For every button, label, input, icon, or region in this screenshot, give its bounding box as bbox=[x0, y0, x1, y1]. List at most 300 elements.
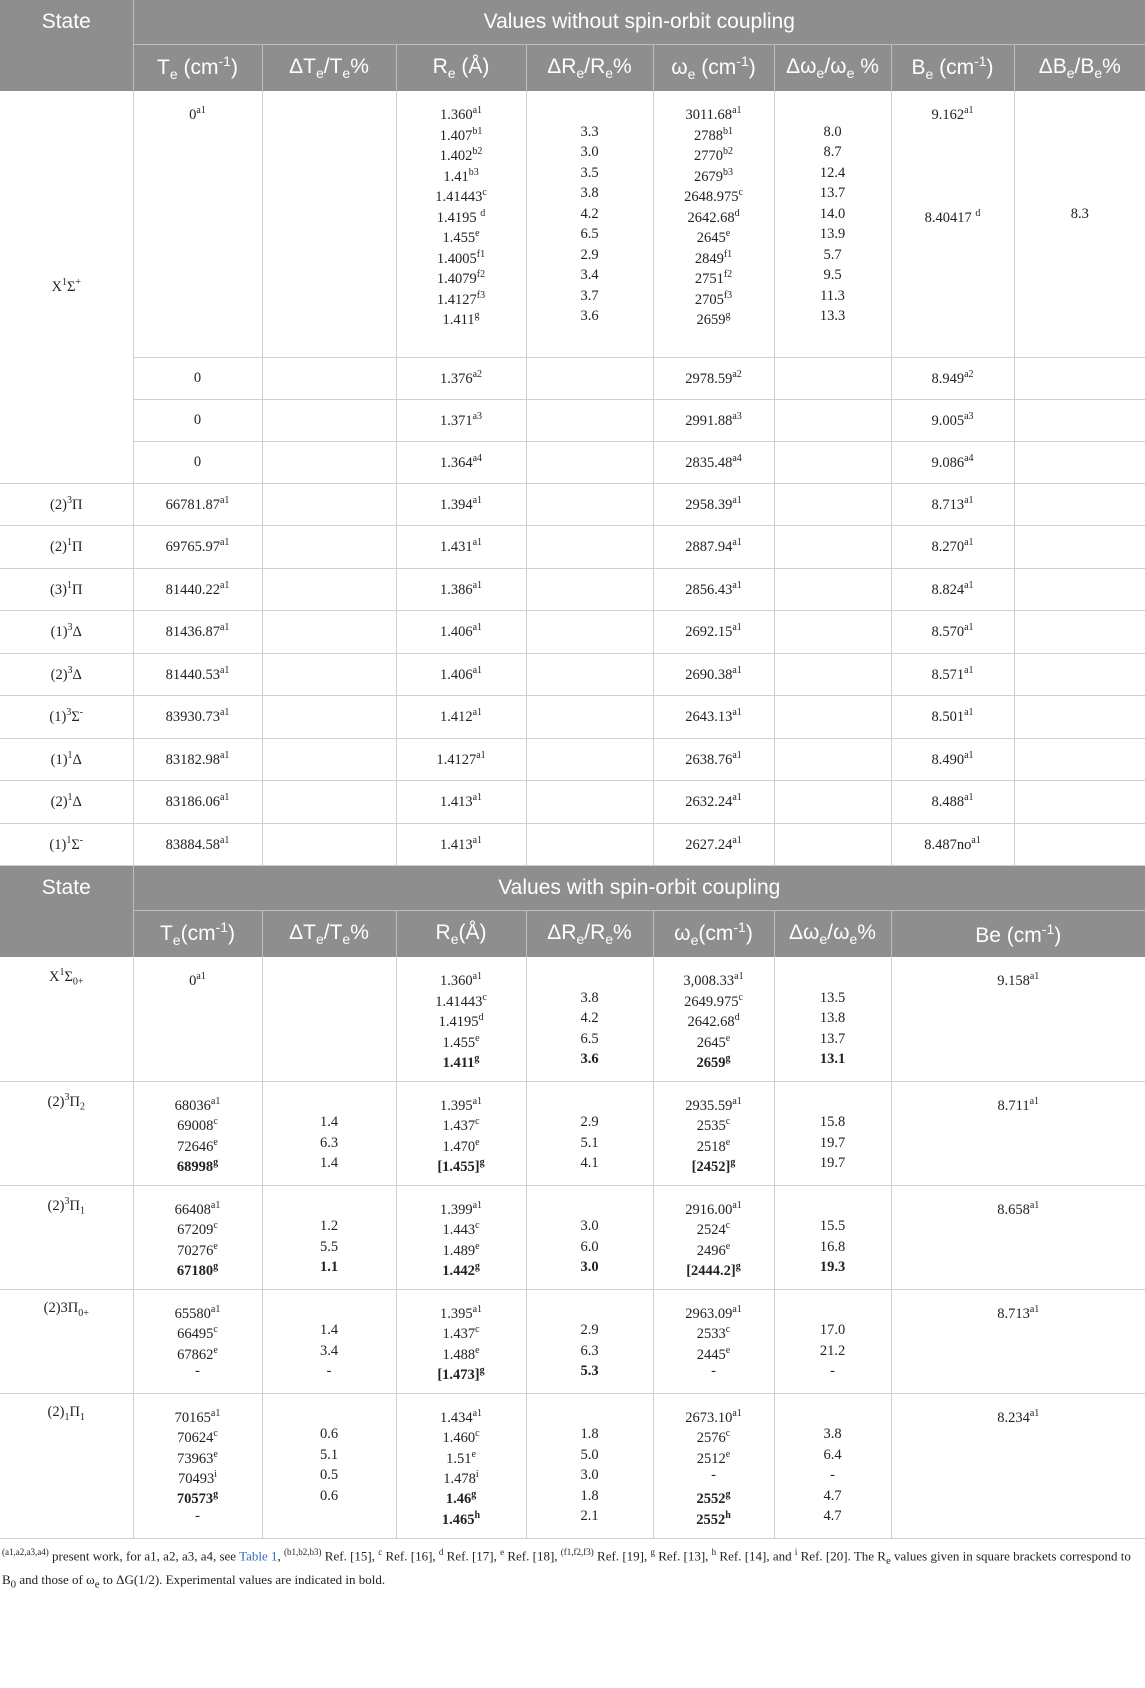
value: $0^{a1}$ bbox=[189, 971, 206, 989]
value: 13.5 bbox=[819, 989, 846, 1006]
dbe-cell bbox=[1014, 781, 1145, 824]
state-cell: $(2)3\Pi_{0+}$ bbox=[0, 1289, 133, 1393]
be-cell: $8.711^{a1}$ bbox=[891, 1081, 1145, 1185]
section1-title: Values without spin-orbit coupling bbox=[133, 0, 1145, 45]
section2-title: Values with spin-orbit coupling bbox=[133, 866, 1145, 911]
value: $0^{a1}$ bbox=[189, 105, 206, 123]
be-cell: $8.570^{a1}$ bbox=[891, 611, 1014, 654]
we-cell bbox=[653, 957, 774, 1081]
value: 2649.975$^c$ bbox=[684, 991, 743, 1010]
value: 1.51e bbox=[446, 1448, 476, 1467]
value: 2445e bbox=[696, 1344, 731, 1363]
value: 1.443$^c$ bbox=[442, 1220, 480, 1238]
value: $3,008.33^{a1}$ bbox=[683, 971, 744, 989]
be-cell: $8.490^{a1}$ bbox=[891, 738, 1014, 781]
dre-cell bbox=[526, 91, 653, 357]
value: 1.411$^g$ bbox=[442, 1053, 480, 1071]
value: 13.1 bbox=[819, 1051, 846, 1067]
value: 1.41443$^c$ bbox=[435, 187, 487, 205]
value: 5.1 bbox=[580, 1134, 599, 1151]
be-cell: $9.005^{a3}$ bbox=[891, 399, 1014, 441]
value: 5.0 bbox=[580, 1446, 599, 1463]
value: 2524$^c$ bbox=[696, 1220, 731, 1238]
dre-cell bbox=[526, 696, 653, 739]
dbe-cell bbox=[1014, 441, 1145, 483]
value: 1.489e bbox=[442, 1240, 480, 1259]
dbe-cell bbox=[1014, 611, 1145, 654]
re-cell: $1.394^{a1}$ bbox=[396, 483, 526, 526]
dre-cell bbox=[526, 823, 653, 866]
value: 19.7 bbox=[819, 1155, 846, 1171]
value bbox=[527, 1404, 653, 1425]
dbe-cell bbox=[1014, 823, 1145, 866]
dte-cell bbox=[262, 696, 396, 739]
dwe-cell bbox=[774, 357, 891, 399]
table1-link[interactable]: Table 1 bbox=[239, 1547, 278, 1563]
te-cell bbox=[133, 957, 262, 1081]
te-cell: $81440.53^{a1}$ bbox=[133, 653, 262, 696]
table-row bbox=[0, 399, 1145, 441]
dwe-cell bbox=[774, 483, 891, 526]
state-cell: $(2)^3\Pi_1$ bbox=[0, 1185, 133, 1289]
value: 13.8 bbox=[819, 1010, 846, 1026]
dwe-cell bbox=[774, 1393, 891, 1538]
we-cell: $2627.24^{a1}$ bbox=[653, 823, 774, 866]
value: 8.40417 $^d$ bbox=[924, 207, 981, 226]
dre-cell bbox=[526, 399, 653, 441]
table-row bbox=[0, 696, 1145, 739]
value: $2916.00^{a1}$ bbox=[685, 1199, 742, 1218]
be-cell: $8.488^{a1}$ bbox=[891, 781, 1014, 824]
value: 4.2 bbox=[580, 205, 599, 222]
te-cell: $69765.97^{a1}$ bbox=[133, 526, 262, 569]
dre-cell bbox=[526, 781, 653, 824]
we-cell bbox=[653, 1185, 774, 1289]
dbe-cell bbox=[1014, 483, 1145, 526]
value: $68036^{a1}$ bbox=[174, 1095, 221, 1114]
dte-cell bbox=[262, 483, 396, 526]
we-cell: $2991.88^{a3}$ bbox=[653, 399, 774, 441]
value: 2642.68$^d$ bbox=[687, 1012, 740, 1030]
te-cell: $83930.73^{a1}$ bbox=[133, 696, 262, 739]
dte-cell bbox=[262, 823, 396, 866]
value: $2770^{b2}$ bbox=[694, 146, 733, 164]
table-row bbox=[0, 357, 1145, 399]
value bbox=[775, 1196, 891, 1217]
dbe-cell bbox=[1014, 357, 1145, 399]
dte-cell bbox=[262, 1289, 396, 1393]
dwe-cell bbox=[774, 781, 891, 824]
dre-cell bbox=[526, 1289, 653, 1393]
be-cell: $8.234^{a1}$ bbox=[891, 1393, 1145, 1538]
te-cell: 0 bbox=[133, 399, 262, 441]
value: 1.4195 $^d$ bbox=[436, 207, 486, 226]
value: 67862e bbox=[177, 1344, 218, 1363]
col-dwe: $\Delta\omega_e/\omega_e$ % bbox=[774, 45, 891, 92]
dwe-cell bbox=[774, 526, 891, 569]
value: 1.411$^g$ bbox=[442, 310, 480, 328]
value: 3.7 bbox=[580, 287, 599, 304]
value: $[2444.2]^g$ bbox=[686, 1261, 741, 1279]
te-cell: $81436.87^{a1}$ bbox=[133, 611, 262, 654]
table-row bbox=[0, 483, 1145, 526]
table-row bbox=[0, 957, 1145, 1081]
value: 8.0 bbox=[823, 123, 842, 140]
section1-column-headers bbox=[0, 45, 1145, 92]
value: 0.6 bbox=[319, 1487, 339, 1504]
value: 1.8 bbox=[580, 1487, 599, 1504]
value: $1.4127^{f3}$ bbox=[436, 289, 486, 308]
value bbox=[263, 1092, 396, 1113]
te-cell bbox=[133, 1289, 262, 1393]
table-row bbox=[0, 1081, 1145, 1185]
we-cell bbox=[653, 1081, 774, 1185]
value: $1.402^{b2}$ bbox=[439, 146, 483, 164]
dte-cell bbox=[262, 957, 396, 1081]
state-cell: $(2)^3\Delta$ bbox=[0, 653, 133, 696]
dre-cell bbox=[526, 357, 653, 399]
te-cell: $83186.06^{a1}$ bbox=[133, 781, 262, 824]
dte-cell bbox=[262, 91, 396, 357]
value: - bbox=[326, 1363, 332, 1379]
state-cell: $(2)^1\Delta$ bbox=[0, 781, 133, 824]
value: 1.2 bbox=[319, 1218, 339, 1234]
value: 5.1 bbox=[319, 1446, 339, 1463]
dte-cell bbox=[262, 1393, 396, 1538]
value: 2496e bbox=[696, 1240, 731, 1259]
value: 1.8 bbox=[580, 1426, 599, 1442]
value: $66408^{a1}$ bbox=[174, 1199, 221, 1218]
state-cell: $(2)^3\Pi$ bbox=[0, 483, 133, 526]
dwe-cell bbox=[774, 611, 891, 654]
value: 6.5 bbox=[580, 226, 599, 242]
col-dbe: $\Delta B_e/B_e\%$ bbox=[1014, 45, 1145, 92]
value: 2.9 bbox=[580, 1322, 599, 1338]
value: 6.5 bbox=[580, 1030, 599, 1047]
table-row bbox=[0, 653, 1145, 696]
value: 2518e bbox=[696, 1136, 731, 1155]
value: 19.7 bbox=[819, 1134, 846, 1151]
be-cell: $8.501^{a1}$ bbox=[891, 696, 1014, 739]
value bbox=[527, 1300, 653, 1321]
dbe-cell bbox=[1014, 399, 1145, 441]
table-row bbox=[0, 441, 1145, 483]
dwe-cell bbox=[774, 91, 891, 357]
dbe-cell bbox=[1014, 568, 1145, 611]
value: 67180$^g$ bbox=[176, 1261, 219, 1279]
col-dre: $\Delta R_e/R_e\%$ bbox=[526, 45, 653, 92]
table-row bbox=[0, 1289, 1145, 1393]
re-cell bbox=[396, 1289, 526, 1393]
col-dre: $\Delta R_e/R_e\%$ bbox=[526, 911, 653, 958]
state-cell: $(2)^1\Pi$ bbox=[0, 526, 133, 569]
be-cell: $8.713^{a1}$ bbox=[891, 483, 1014, 526]
value: $3011.68^{a1}$ bbox=[685, 105, 742, 123]
col-we: $\omega_e(cm^{-1})$ bbox=[653, 911, 774, 958]
value: 16.8 bbox=[819, 1238, 846, 1255]
section1-body bbox=[0, 91, 1145, 866]
value: 69008$^c$ bbox=[177, 1116, 218, 1134]
we-cell: $2638.76^{a1}$ bbox=[653, 738, 774, 781]
value: 9.5 bbox=[823, 267, 842, 283]
state-cell: $(1)^1\Sigma^-$ bbox=[0, 823, 133, 866]
value: 13.3 bbox=[819, 308, 846, 324]
dre-cell bbox=[526, 957, 653, 1081]
dwe-cell bbox=[774, 1185, 891, 1289]
te-cell bbox=[133, 1393, 262, 1538]
value: 2648.975$^c$ bbox=[684, 187, 743, 205]
value: 1.437$^c$ bbox=[442, 1116, 480, 1134]
re-cell: $1.364^{a4}$ bbox=[396, 441, 526, 483]
col-be: $B_e$ $(cm^{-1})$ bbox=[891, 45, 1014, 92]
value: 3.4 bbox=[319, 1342, 339, 1359]
value: 0.6 bbox=[319, 1426, 339, 1442]
state-cell: $(2)^3\Pi_2$ bbox=[0, 1081, 133, 1185]
re-cell bbox=[396, 1185, 526, 1289]
value: 3.5 bbox=[580, 164, 599, 181]
dte-cell bbox=[262, 526, 396, 569]
value: 5.7 bbox=[823, 246, 842, 263]
re-cell: $1.412^{a1}$ bbox=[396, 696, 526, 739]
dre-cell bbox=[526, 526, 653, 569]
value: 73963e bbox=[177, 1448, 218, 1467]
value: 1.460$^c$ bbox=[442, 1428, 480, 1446]
value: $70165^{a1}$ bbox=[174, 1407, 221, 1426]
te-cell: 0 bbox=[133, 441, 262, 483]
table-row bbox=[0, 823, 1145, 866]
value: 67209$^c$ bbox=[177, 1220, 218, 1238]
value: $2963.09^{a1}$ bbox=[685, 1303, 742, 1322]
value: 2552$^h$ bbox=[696, 1510, 731, 1528]
value: $1.360^{a1}$ bbox=[439, 105, 483, 123]
value: 2.9 bbox=[580, 246, 599, 263]
re-cell: $1.413^{a1}$ bbox=[396, 781, 526, 824]
value: $2705^{f3}$ bbox=[694, 289, 733, 308]
col-re: $R_e(Å)$ bbox=[396, 911, 526, 958]
state-cell: $(2)_1\Pi_1$ bbox=[0, 1393, 133, 1538]
state-cell: $(1)^3\Sigma^-$ bbox=[0, 696, 133, 739]
dwe-cell bbox=[774, 696, 891, 739]
be-cell: $8.270^{a1}$ bbox=[891, 526, 1014, 569]
value: $2673.10^{a1}$ bbox=[685, 1407, 742, 1426]
value: 11.3 bbox=[820, 287, 845, 304]
te-cell: 0 bbox=[133, 357, 262, 399]
be-cell: $8.824^{a1}$ bbox=[891, 568, 1014, 611]
value: - bbox=[711, 1467, 716, 1483]
be-cell: $8.571^{a1}$ bbox=[891, 653, 1014, 696]
value bbox=[775, 1300, 891, 1321]
value: - bbox=[830, 1363, 835, 1379]
te-cell bbox=[133, 91, 262, 357]
dbe-cell bbox=[1014, 653, 1145, 696]
dre-cell bbox=[526, 483, 653, 526]
re-cell: $1.376^{a2}$ bbox=[396, 357, 526, 399]
value: $65580^{a1}$ bbox=[174, 1303, 221, 1322]
footnote: $^{(a1,a2,a3,a4)}$ present work, for a1, a2, a3, a4, see Table 1, $^{(b1,b2,b3)}$ Ref. [15], $^c$ Ref. [16], $^d$ Ref. [17], $^e$ Ref. [18], $^{(f1,f2,f3)}$ Ref. [19], $^g$ Ref. [13], $^h$ Ref. [14], and $^i$ Ref. [20]. The $R_e$ values given in square brackets correspond to $B_0$ and those of $\omega_e$ to ΔG(1/2). Experimental values are indicated in bold. bbox=[2, 1546, 1131, 1592]
value: $1.360^{a1}$ bbox=[439, 971, 483, 989]
table-row bbox=[0, 781, 1145, 824]
te-cell bbox=[133, 1081, 262, 1185]
value bbox=[775, 1404, 891, 1425]
be-cell: $8.713^{a1}$ bbox=[891, 1289, 1145, 1393]
value: 1.46$^g$ bbox=[445, 1489, 477, 1508]
value: 1.4195$^d$ bbox=[438, 1012, 484, 1030]
value: $[1.473]^g$ bbox=[437, 1365, 485, 1383]
table-row bbox=[0, 91, 1145, 357]
value: 3.6 bbox=[580, 308, 599, 324]
value: $1.407^{b1}$ bbox=[439, 125, 483, 144]
value: $1.434^{a1}$ bbox=[439, 1407, 483, 1426]
be-cell: $8.658^{a1}$ bbox=[891, 1185, 1145, 1289]
value: 15.5 bbox=[819, 1218, 846, 1234]
dwe-cell bbox=[774, 957, 891, 1081]
value: 4.7 bbox=[823, 1487, 842, 1504]
value: 0.5 bbox=[319, 1467, 339, 1483]
dre-cell bbox=[526, 568, 653, 611]
dwe-cell bbox=[774, 399, 891, 441]
value: 1.4 bbox=[319, 1155, 339, 1171]
re-cell: $1.406^{a1}$ bbox=[396, 653, 526, 696]
dte-cell bbox=[262, 1185, 396, 1289]
value: 8.7 bbox=[823, 144, 842, 160]
value: 19.3 bbox=[819, 1259, 846, 1275]
value: 2659$^g$ bbox=[696, 1053, 731, 1071]
dre-cell bbox=[526, 1393, 653, 1538]
be-cell: $9.086^{a4}$ bbox=[891, 441, 1014, 483]
dwe-cell bbox=[774, 441, 891, 483]
value: 70276e bbox=[177, 1240, 218, 1259]
dbe-cell bbox=[1014, 696, 1145, 739]
value: 4.7 bbox=[823, 1508, 842, 1524]
re-cell: $1.371^{a3}$ bbox=[396, 399, 526, 441]
value: - bbox=[711, 1363, 716, 1379]
value: $2751^{f2}$ bbox=[694, 269, 733, 287]
dte-cell bbox=[262, 441, 396, 483]
section2-column-headers bbox=[0, 911, 1145, 958]
state-cell: $(1)^1\Delta$ bbox=[0, 738, 133, 781]
re-cell: $1.406^{a1}$ bbox=[396, 611, 526, 654]
re-cell bbox=[396, 957, 526, 1081]
table-row bbox=[0, 526, 1145, 569]
value: 3.3 bbox=[580, 123, 599, 140]
value: 2.1 bbox=[580, 1508, 599, 1524]
value: 6.0 bbox=[580, 1238, 599, 1255]
dwe-cell bbox=[774, 653, 891, 696]
dre-cell bbox=[526, 1081, 653, 1185]
we-cell: $2632.24^{a1}$ bbox=[653, 781, 774, 824]
value: $2935.59^{a1}$ bbox=[685, 1095, 742, 1114]
value bbox=[527, 1092, 653, 1113]
value: 1.488e bbox=[442, 1344, 480, 1363]
dwe-cell bbox=[774, 823, 891, 866]
state-header: State bbox=[0, 866, 133, 958]
re-cell: $1.386^{a1}$ bbox=[396, 568, 526, 611]
table-row bbox=[0, 611, 1145, 654]
col-te: $T_e(cm^{-1})$ bbox=[133, 911, 262, 958]
value: 68998$^g$ bbox=[176, 1157, 219, 1175]
state-cell: $(1)^3\Delta$ bbox=[0, 611, 133, 654]
dte-cell bbox=[262, 568, 396, 611]
re-cell: $1.4127^{a1}$ bbox=[396, 738, 526, 781]
te-cell: $81440.22^{a1}$ bbox=[133, 568, 262, 611]
col-te: $T_e$ $(cm^{-1})$ bbox=[133, 45, 262, 92]
state-cell: $(3)^1\Pi$ bbox=[0, 568, 133, 611]
dre-cell bbox=[526, 441, 653, 483]
value: 15.8 bbox=[819, 1114, 846, 1130]
re-cell bbox=[396, 1393, 526, 1538]
section2-header bbox=[0, 866, 1145, 958]
value: 1.455e bbox=[442, 1032, 480, 1051]
value: - bbox=[195, 1508, 200, 1524]
col-we: $\omega_e$ $(cm^{-1})$ bbox=[653, 45, 774, 92]
value: 14.0 bbox=[819, 205, 846, 222]
dte-cell bbox=[262, 738, 396, 781]
value: 6.3 bbox=[580, 1342, 599, 1359]
value: 1.465$^h$ bbox=[441, 1510, 481, 1528]
value: $1.395^{a1}$ bbox=[439, 1303, 483, 1322]
te-cell: $83884.58^{a1}$ bbox=[133, 823, 262, 866]
value: 2533$^c$ bbox=[696, 1324, 731, 1342]
value: 13.9 bbox=[819, 226, 846, 242]
value: 4.2 bbox=[580, 1010, 599, 1026]
we-cell: $2978.59^{a2}$ bbox=[653, 357, 774, 399]
value: 1.437$^c$ bbox=[442, 1324, 480, 1342]
value: 2512e bbox=[696, 1448, 731, 1467]
value: 2645e bbox=[696, 228, 731, 246]
we-cell: $2835.48^{a4}$ bbox=[653, 441, 774, 483]
re-cell: $1.431^{a1}$ bbox=[396, 526, 526, 569]
section1-header bbox=[0, 0, 1145, 91]
dre-cell bbox=[526, 653, 653, 696]
table-row bbox=[0, 1393, 1145, 1538]
value: 66495$^c$ bbox=[177, 1324, 218, 1342]
dwe-cell bbox=[774, 1081, 891, 1185]
te-cell: $83182.98^{a1}$ bbox=[133, 738, 262, 781]
dwe-cell bbox=[774, 1289, 891, 1393]
value: 5.3 bbox=[580, 1363, 599, 1379]
we-cell bbox=[653, 1289, 774, 1393]
te-cell: $66781.87^{a1}$ bbox=[133, 483, 262, 526]
value: 2659$^g$ bbox=[696, 310, 731, 328]
dre-cell bbox=[526, 738, 653, 781]
re-cell bbox=[396, 91, 526, 357]
value: 2645e bbox=[696, 1032, 731, 1051]
state-header: State bbox=[0, 0, 133, 91]
value bbox=[527, 967, 653, 988]
dbe-cell bbox=[1014, 91, 1145, 357]
value: 3.0 bbox=[580, 1218, 599, 1234]
value: 2552$^g$ bbox=[696, 1489, 731, 1508]
value: $[1.455]^g$ bbox=[437, 1157, 485, 1175]
we-cell: $2958.39^{a1}$ bbox=[653, 483, 774, 526]
value: 1.478$^i$ bbox=[443, 1469, 479, 1487]
dte-cell bbox=[262, 1081, 396, 1185]
value: 3.8 bbox=[823, 1426, 842, 1442]
table-row bbox=[0, 568, 1145, 611]
value: 3.8 bbox=[580, 185, 599, 201]
we-cell: $2856.43^{a1}$ bbox=[653, 568, 774, 611]
value: 3.6 bbox=[580, 1051, 599, 1067]
value: 3.4 bbox=[580, 267, 599, 283]
value: - bbox=[830, 1467, 835, 1483]
col-dte: $\Delta T_e/T_e\%$ bbox=[262, 45, 396, 92]
col-re: $R_e$ (Å) bbox=[396, 45, 526, 92]
value: 2576$^c$ bbox=[696, 1428, 731, 1446]
we-cell: $2692.15^{a1}$ bbox=[653, 611, 774, 654]
state-cell: $X^1\Sigma^+$ bbox=[0, 91, 133, 483]
value: 4.1 bbox=[580, 1155, 599, 1171]
col-be: Be $(cm^{-1})$ bbox=[891, 911, 1145, 958]
